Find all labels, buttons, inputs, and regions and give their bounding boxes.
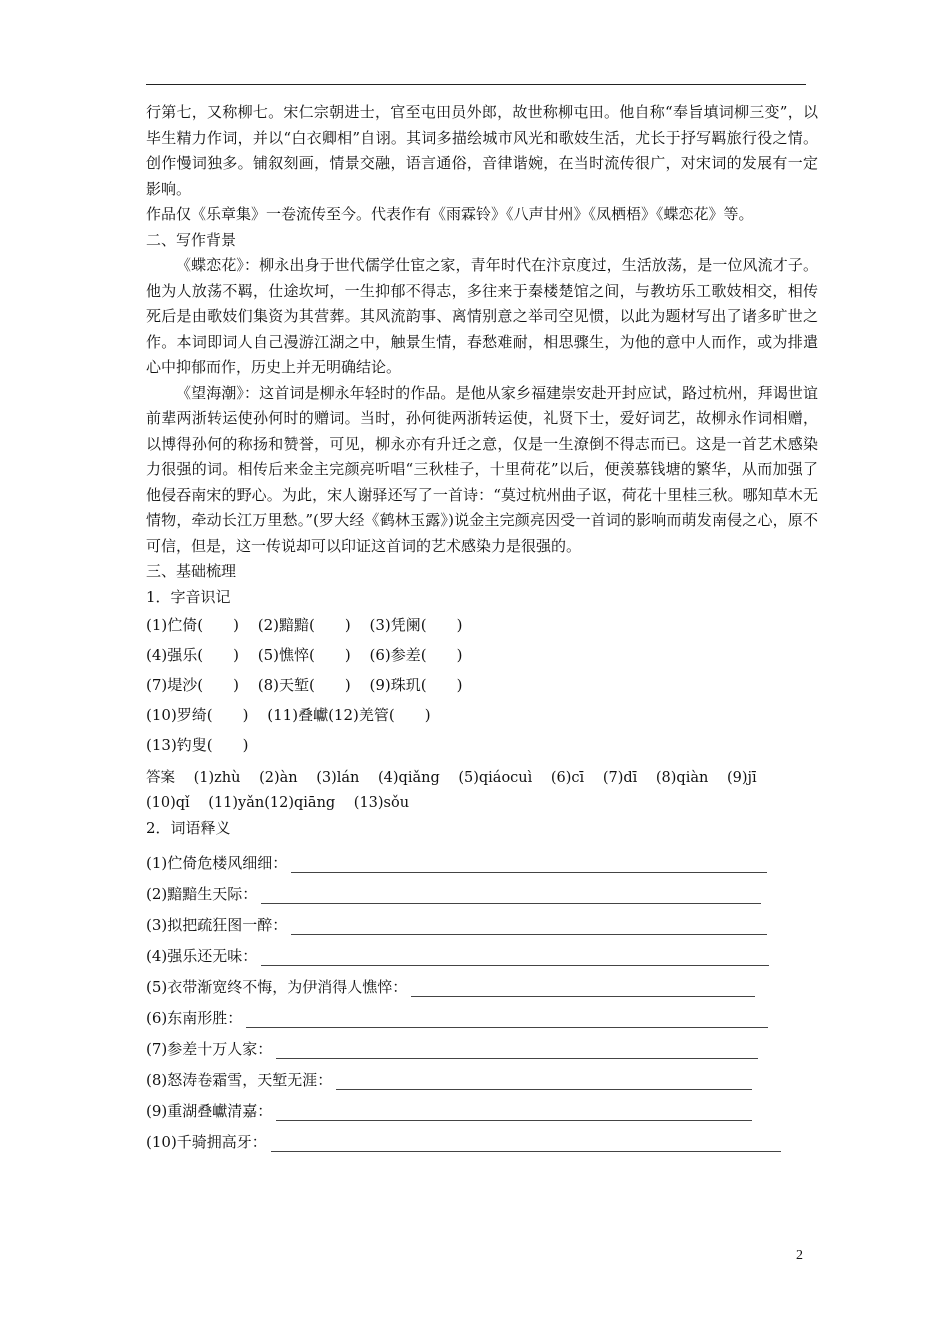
subheading-pronunciation: 1．字音识记 xyxy=(146,587,231,606)
pronunciation-item: (7)堤沙( ) xyxy=(146,676,239,694)
answer-blank[interactable] xyxy=(261,887,761,904)
page-number: 2 xyxy=(796,1248,803,1263)
pronunciation-item: (9)珠玑( ) xyxy=(369,676,463,694)
background-dielianhua: 《蝶恋花》：柳永出身于世代儒学仕宦之家，青年时代在汴京度过，生活放荡，是一位风流才子。他为人放荡不羁，仕途坎坷，一生抑郁不得志，多往来于秦楼楚馆之间，与教坊乐工歌妓相交，相传死后是由歌妓们集资为其营葬。其风流韵事、离情别意之举司空见惯，以此为题材写出了诸多旷世之作。本词即词人自己漫游江湖之中，触景生情，春愁难耐，相思骤生，为他的意中人而作，或为排遣心中抑郁而作，历史上并无明确结论。 xyxy=(146,256,818,376)
definition-question xyxy=(146,935,818,966)
pronunciation-item: (11)叠巘(12)羌管( ) xyxy=(267,706,431,724)
answer-blank[interactable] xyxy=(276,1104,752,1121)
definition-prompt: (3)拟把疏狂图一醉： xyxy=(146,915,288,934)
definition-prompt: (5)衣带渐宽终不悔，为伊消得人憔悴： xyxy=(146,977,408,996)
pronunciation-item: (4)强乐( ) xyxy=(146,646,239,664)
answer-blank[interactable] xyxy=(271,1135,781,1152)
answer-item: (1)zhù xyxy=(193,770,241,786)
answer-item: (6)cī xyxy=(550,770,585,786)
answer-item: (5)qiáocuì xyxy=(458,770,533,786)
pronunciation-row xyxy=(146,610,818,640)
definition-prompt: (6)东南形胜： xyxy=(146,1008,243,1027)
answer-item: (10)qǐ xyxy=(146,795,190,811)
definition-question xyxy=(146,1059,818,1090)
answer-blank[interactable] xyxy=(246,1011,768,1028)
definition-question xyxy=(146,1090,818,1121)
answer-item: (11)yǎn(12)qiāng xyxy=(208,795,336,811)
answer-blank[interactable] xyxy=(336,1073,752,1090)
answer-item: (13)sǒu xyxy=(353,795,410,811)
answer-item: (7)dī xyxy=(602,770,638,786)
definition-question xyxy=(146,966,818,997)
pronunciation-item: (5)憔悴( ) xyxy=(257,646,351,664)
definition-question xyxy=(146,904,818,935)
pronunciation-row xyxy=(146,670,818,700)
background-wanghaichao: 《望海潮》：这首词是柳永年轻时的作品。是他从家乡福建崇安赴开封应试，路过杭州，拜谒世谊前辈两浙转运使孙何时的赠词。当时，孙何徙两浙转运使，礼贤下士，爱好词艺，故柳永作词相赠，以博得孙何的称扬和赞誉，可见，柳永亦有升迁之意，仅是一生潦倒不得志而已。这是一首艺术感染力很强的词。相传后来金主完颜亮听唱“三秋桂子，十里荷花”以后，便羡慕钱塘的繁华，从而加强了他侵吞南宋的野心。为此，宋人谢驿还写了一首诗：“莫过杭州曲子讴，荷花十里桂三秋。哪知草木无情物，牵动长江万里愁。”(罗大经《鹤林玉露》)说金主完颜亮因受一首词的影响而萌发南侵之心，原不可信，但是，这一传说却可以印证这首词的艺术感染力是很强的。 xyxy=(146,383,818,555)
header-rule xyxy=(146,84,806,85)
answer-item: (8)qiàn xyxy=(655,770,709,786)
definition-list xyxy=(146,842,818,1152)
pronunciation-item: (2)黯黯( ) xyxy=(257,616,351,634)
definition-prompt: (9)重湖叠巘清嘉： xyxy=(146,1101,273,1120)
definition-prompt: (8)怒涛卷霜雪，天堑无涯： xyxy=(146,1070,333,1089)
definition-prompt: (7)参差十万人家： xyxy=(146,1039,273,1058)
answer-blank[interactable] xyxy=(276,1042,758,1059)
answer-item: (2)àn xyxy=(259,770,298,786)
definition-question xyxy=(146,873,818,904)
answer-blank[interactable] xyxy=(291,918,767,935)
answer-blank[interactable] xyxy=(261,949,769,966)
subheading-definitions: 2．词语释义 xyxy=(146,819,231,837)
definition-question xyxy=(146,1121,818,1152)
pronunciation-item: (1)伫倚( ) xyxy=(146,616,239,634)
pronunciation-item: (3)凭阑( ) xyxy=(369,616,463,634)
pronunciation-item: (8)天堑( ) xyxy=(257,676,351,694)
section-heading-background: 二、写作背景 xyxy=(146,230,237,249)
definition-prompt: (2)黯黯生天际： xyxy=(146,884,258,903)
definition-prompt: (4)强乐还无味： xyxy=(146,946,258,965)
answer-item: (9)jī xyxy=(726,770,757,786)
definition-question xyxy=(146,842,818,873)
intro-paragraph: 行第七，又称柳七。宋仁宗朝进士，官至屯田员外郎，故世称柳屯田。他自称“奉旨填词柳三变”，以毕生精力作词，并以“白衣卿相”自诩。其词多描绘城市风光和歌妓生活，尤长于抒写羁旅行役之情。创作慢词独多。铺叙刻画，情景交融，语言通俗，音律谐婉，在当时流传很广，对宋词的发展有一定影响。 xyxy=(146,103,818,198)
answer-item: (4)qiǎng xyxy=(378,770,440,786)
pronunciation-row xyxy=(146,700,818,730)
definition-question xyxy=(146,1028,818,1059)
answer-block xyxy=(146,766,818,816)
works-line: 作品仅《乐章集》一卷流传至今。代表作有《雨霖铃》《八声甘州》《凤栖梧》《蝶恋花》等。 xyxy=(146,205,754,223)
answer-blank[interactable] xyxy=(291,856,767,873)
page-body xyxy=(146,100,818,1152)
pronunciation-item: (10)罗绮( ) xyxy=(146,706,249,724)
definition-question xyxy=(146,997,818,1028)
pronunciation-item: (13)钓叟( ) xyxy=(146,736,249,754)
definition-prompt: (1)伫倚危楼风细细： xyxy=(146,853,288,872)
pronunciation-list xyxy=(146,610,818,760)
pronunciation-row xyxy=(146,640,818,670)
pronunciation-item: (6)参差( ) xyxy=(369,646,463,664)
section-heading-basics: 三、基础梳理 xyxy=(146,562,237,580)
answer-label: 答案 xyxy=(146,770,175,786)
answer-item: (3)lán xyxy=(316,770,360,786)
answer-blank[interactable] xyxy=(411,980,755,997)
definition-prompt: (10)千骑拥高牙： xyxy=(146,1132,267,1151)
pronunciation-row xyxy=(146,730,818,760)
